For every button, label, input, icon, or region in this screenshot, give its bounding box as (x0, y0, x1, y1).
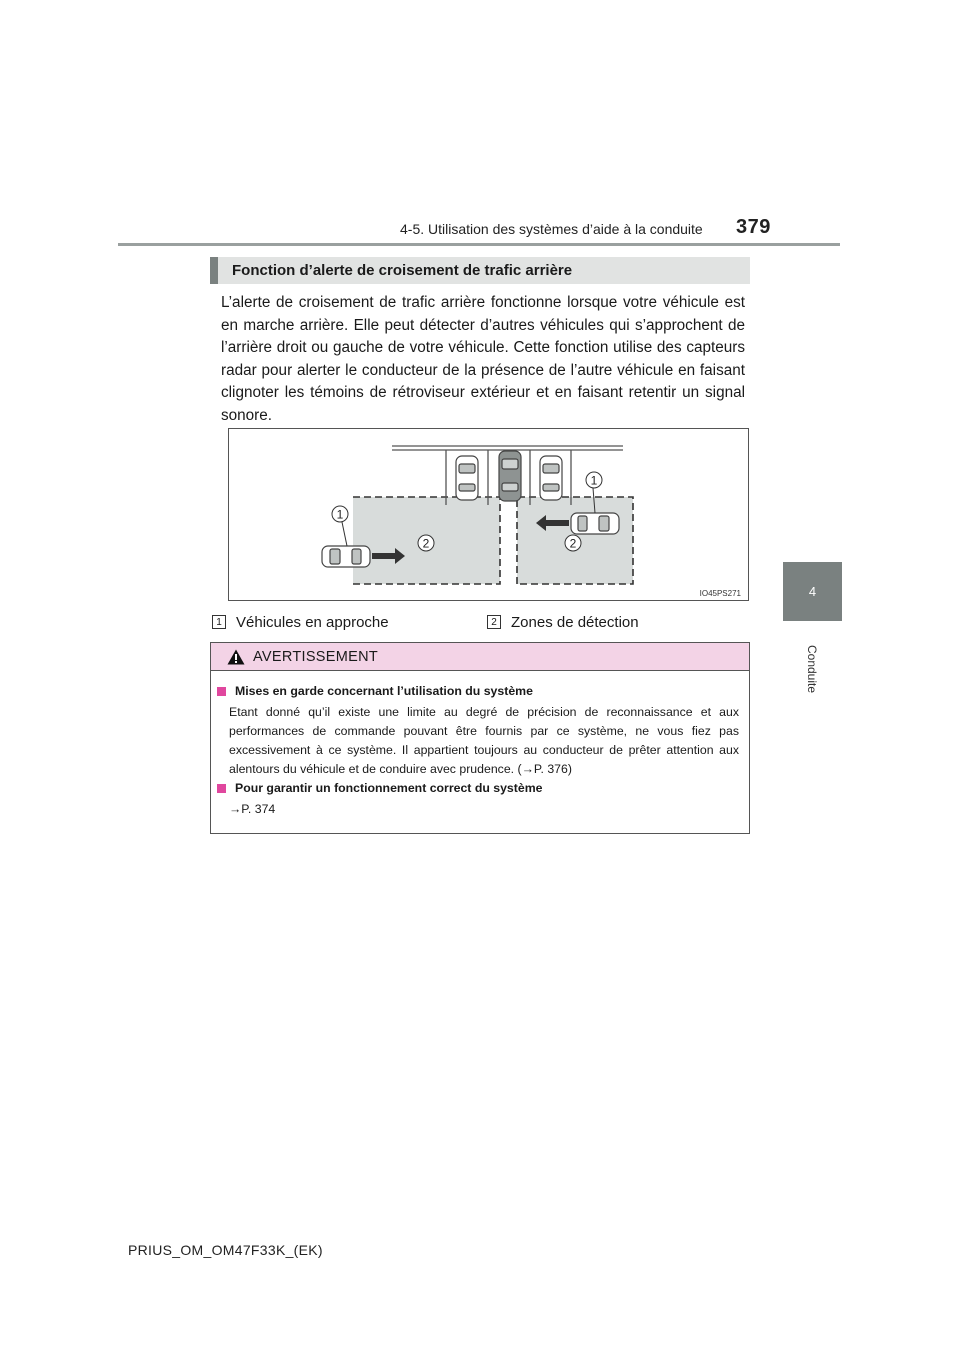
callout-2-right (565, 535, 581, 551)
page-number: 379 (736, 216, 771, 238)
chapter-tab-number: 4 (783, 562, 842, 621)
warning-box (210, 642, 750, 834)
chapter-tab-label (783, 621, 842, 716)
warning-item-title-2 (217, 781, 542, 795)
warning-item-title-1 (217, 684, 533, 698)
section-heading-text: Fonction d’alerte de croisement de trafic arrière (232, 262, 573, 279)
parked-car-right (540, 456, 562, 500)
callout-2-left (418, 535, 434, 551)
svg-text:2: 2 (422, 536, 430, 551)
callout-1-right (586, 472, 602, 488)
warning-triangle-icon (227, 649, 245, 665)
header-divider (118, 243, 840, 246)
document-footer-code: PRIUS_OM_OM47F33K_(EK) (128, 1242, 323, 1258)
section-heading-bar (210, 257, 218, 284)
warning-item-title-text: Pour garantir un fonctionnement correct du système (235, 781, 543, 795)
body-paragraph: L’alerte de croisement de trafic arrière fonctionne lorsque votre véhicule est en marche arrière. Elle peut détecter d’autres véhicules qui s’approchent de l’arrière droit ou gauche de votre véhicule. Cette fonction utilise des capteurs radar pour alerter le conducteur de la présence de l’autre véhicule en faisant clignoter les témoins de rétroviseur extérieur et en faisant retentir un signal sonore. (221, 294, 745, 424)
legend-number: 1 (212, 615, 226, 629)
legend-label: Véhicules en approche (236, 613, 389, 631)
bullet-square-icon (217, 687, 226, 696)
warning-title: AVERTISSEMENT (253, 648, 379, 665)
header-section-title: 4-5. Utilisation des systèmes d’aide à la conduite (400, 221, 703, 237)
svg-text:1: 1 (590, 473, 598, 488)
warning-item-text-2: →P. 374 (229, 802, 276, 816)
legend-label: Zones de détection (511, 613, 639, 631)
warning-item-text-1: Etant donné qu’il existe une limite au degré de précision de reconnaissance et aux performances de commande pouvant être fournis par ce système, ne vous fiez pas excessivement à ce système. Il appartient toujours au conducteur de prêter attention aux alentours du véhicule et de conduire avec prudence. (→P. 376) (229, 705, 739, 776)
warning-item-title-text: Mises en garde concernant l’utilisation du système (235, 684, 533, 698)
parking-diagram (229, 429, 748, 600)
figure-code: IO45PS271 (699, 589, 741, 598)
legend-item-2 (487, 612, 639, 632)
warning-header (211, 643, 749, 671)
svg-text:1: 1 (336, 507, 344, 522)
approaching-car-right (571, 513, 619, 534)
callout-1-left (332, 506, 348, 522)
section-heading (210, 257, 750, 284)
parked-car-left (456, 456, 478, 500)
own-vehicle (499, 451, 521, 501)
chapter-tab-label-text: Conduite (805, 644, 820, 693)
svg-text:2: 2 (569, 536, 577, 551)
legend-item-1 (212, 612, 389, 632)
legend-number: 2 (487, 615, 501, 629)
bullet-square-icon (217, 784, 226, 793)
approaching-car-left (322, 546, 370, 567)
rcta-illustration (228, 428, 749, 601)
